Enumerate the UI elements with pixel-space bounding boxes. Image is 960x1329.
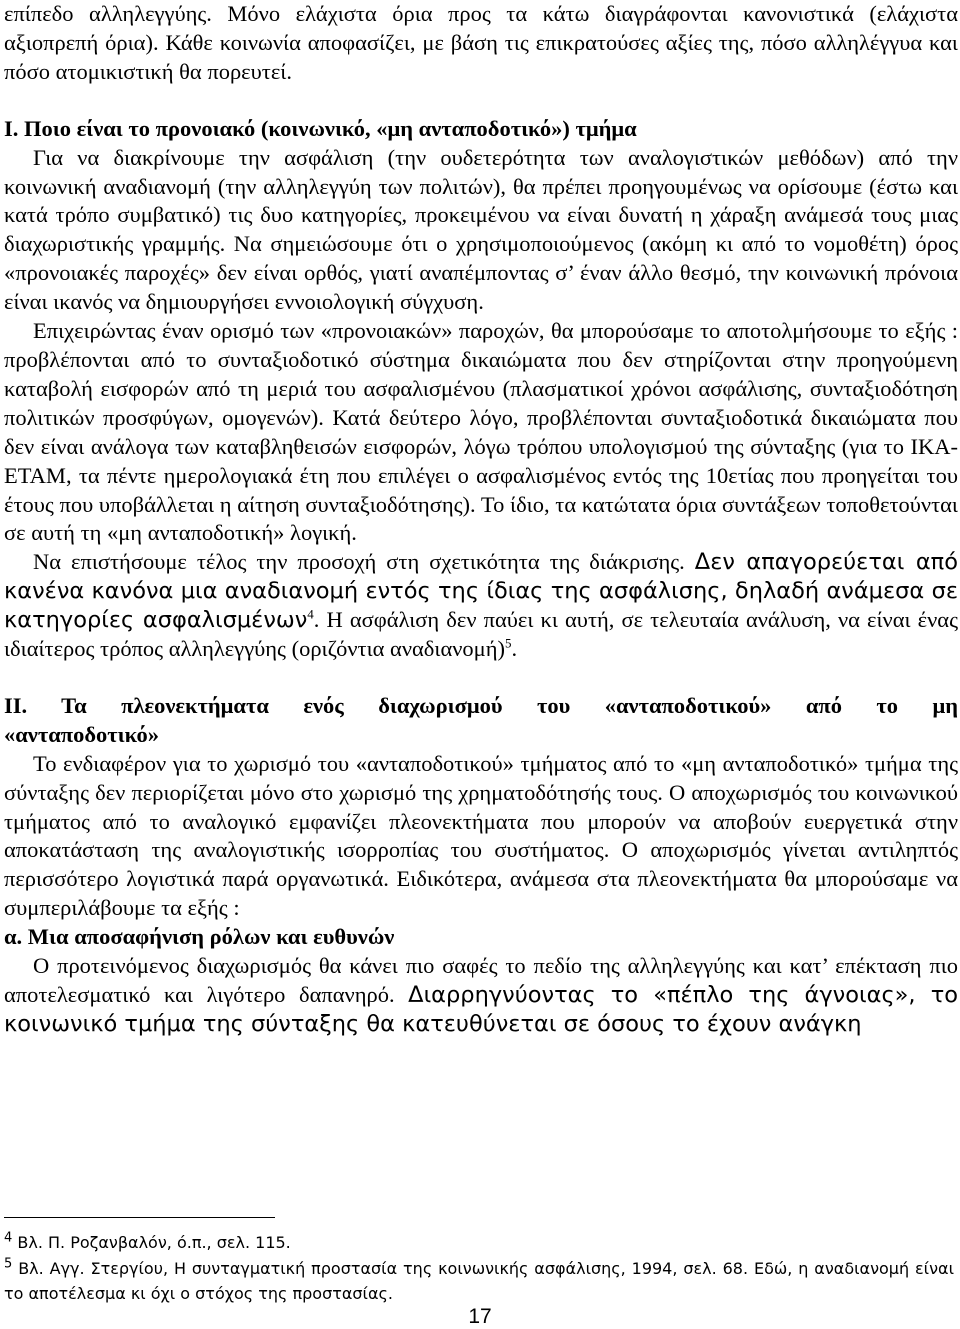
subsection-heading-a: α. Μια αποσαφήνιση ρόλων και ευθυνών (4, 924, 395, 950)
text-run-sans: Δεν απαγορεύεται από κανένα κανόνα μια αναδιανομή εντός της ίδιας της ασφάλισης, δηλαδή ανάμεσα σε κατηγορίες ασφαλισμένων (4, 549, 958, 634)
paragraph-intro: επίπεδο αλληλεγγύης. Μόνο ελάχιστα όρια προς τα κάτω διαγράφονται κανονιστικά (ελάχιστα αξιοπρεπή όρια). Κάθε κοινωνία αποφασίζει, με βάση τις επικρατούσες αξίες της, πόσο αλληλέγγυα και πόσο ατομικιστική θα πορευτεί. (4, 1, 958, 84)
footnote-ref-4[interactable]: 4 (307, 606, 314, 622)
footnote-text: Βλ. Π. Ροζανβαλόν, ό.π., σελ. 115. (17, 1233, 291, 1252)
footnote-divider (4, 1217, 275, 1218)
footnote-text: Βλ. Αγγ. Στεργίου, Η συνταγματική προστασία της κοινωνικής ασφάλισης, 1994, σελ. 68. Εδώ, η αναδιανομή είναι το αποτέλεσμα κι όχι ο στόχος της προστασίας. (4, 1259, 954, 1303)
paragraph-benefits-definition: Επιχειρώντας έναν ορισμό των «προνοιακών» παροχών, θα μπορούσαμε το αποτολμήσουμε το εξής : προβλέπονται από το συνταξιοδοτικό σύστημα δικαιώματα που δεν στηρίζονται στην προηγούμενη καταβολή εισφορών από τη μεριά του ασφαλισμένου (πλασματικοί χρόνοι ασφάλισης, συνταξιοδότηση πολιτικών προσφύγων, ομογενών). Κατά δεύτερο λόγο, προβλέπονται συνταξιοδοτικά δικαιώματα που δεν είναι ανάλογα των καταβληθεισών εισφορών, λόγω τρόπου υπολογισμού της σύνταξης (για το ΙΚΑ-ΕΤΑΜ, τα πέντε ημερολογιακά έτη που επιλέγει ο ασφαλισμένος εντός της 10ετίας που προηγείται του έτους που υποβάλλεται η αίτηση συνταξιοδότησης). Το ίδιο, τα κατώτατα όρια συντάξεων τοποθετούνται σε αυτή τη «μη ανταποδοτική» λογική. (4, 318, 958, 546)
document-body (4, 0, 958, 1039)
footnote-number: 5 (4, 1256, 13, 1272)
paragraph-relativity (4, 548, 958, 664)
footnote-4 (4, 1230, 954, 1255)
section-heading-2: ΙΙ. Τα πλεονεκτήματα ενός διαχωρισμού του «ανταποδοτικού» από το μη (4, 692, 958, 718)
page-number: 17 (468, 1305, 492, 1328)
text-run: . (511, 636, 518, 662)
text-run: Ο προτεινόμενος διαχωρισμός θα κάνει πιο σαφές το πεδίο της αλληλεγγύης και κατ’ επέκταση πιο αποτελεσματικό και λιγότερο δαπανηρό. (4, 953, 958, 1007)
footnote-5 (4, 1256, 954, 1306)
text-run: . Η ασφάλιση δεν παύει κι αυτή, σε τελευταία ανάλυση, να είναι ένας ιδιαίτερος τρόπος αλληλεγγύης (οριζόντια αναδιανομή) (4, 607, 958, 662)
footnote-ref-5[interactable]: 5 (504, 635, 512, 651)
paragraph-roles (4, 952, 958, 1039)
footnote-number: 4 (4, 1230, 13, 1246)
spacer (4, 87, 958, 115)
text-run-sans: Διαρρηγνύοντας το «πέπλο της άγνοιας», το κοινωνικό τμήμα της σύνταξης θα κατευθύνεται σε όσους το έχουν ανάγκη (4, 982, 959, 1037)
paragraph-definitions: Για να διακρίνουμε την ασφάλιση (την ουδετερότητα των αναλογιστικών μεθόδων) από την κοινωνική αναδιανομή (την αλληλεγγύη των πολιτών), θα πρέπει προηγουμένως να ορίσουμε (έστω και κατά τρόπο συμβατικό) τις δυο κατηγορίες, προκειμένου να είναι δυνατή η χάραξη ανάμεσά τους μιας διαχωριστικής γραμμής. Να σημειώσουμε ότι ο χρησιμοποιούμενος (ακόμη κι από το νομοθέτη) όρος «προνοιακές παροχές» δεν είναι ορθός, γιατί αναπέμποντας σ’ έναν άλλο θεσμό, την κοινωνική πρόνοια είναι ικανός να δημιουργήσει εννοιολογική σύγχυση. (4, 144, 958, 315)
spacer (4, 664, 958, 692)
text-run: Να επιστήσουμε τέλος την προσοχή στη σχετικότητα της διάκρισης. (33, 549, 695, 575)
paragraph-separation-interest: Το ενδιαφέρον για το χωρισμό του «ανταποδοτικού» τμήματος από το «μη ανταποδοτικό» τμήμα της σύνταξης δεν περιορίζεται μόνο στο χωρισμό της χρηματοδότησής τους. Ο αποχωρισμός του κοινωνικού τμήματος από το αναλογικό εμφανίζει πλεονεκτήματα που μπορούν να αποβούν ευεργετικά στην αποκατάσταση της αναλογιστικής ισορροπίας του συστήματος. Ο αποχωρισμός γίνεται αντιληπτός περισσότερο λογιστικά παρά οργανωτικά. Ειδικότερα, ανάμεσα στα πλεονεκτήματα θα μπορούσαμε να συμπεριλάβουμε τα εξής : (4, 750, 958, 921)
section-heading-1: Ι. Ποιο είναι το προνοιακό (κοινωνικό, «μη ανταποδοτικό») τμήμα (4, 115, 637, 141)
section-heading-2-cont: «ανταποδοτικό» (4, 721, 159, 747)
